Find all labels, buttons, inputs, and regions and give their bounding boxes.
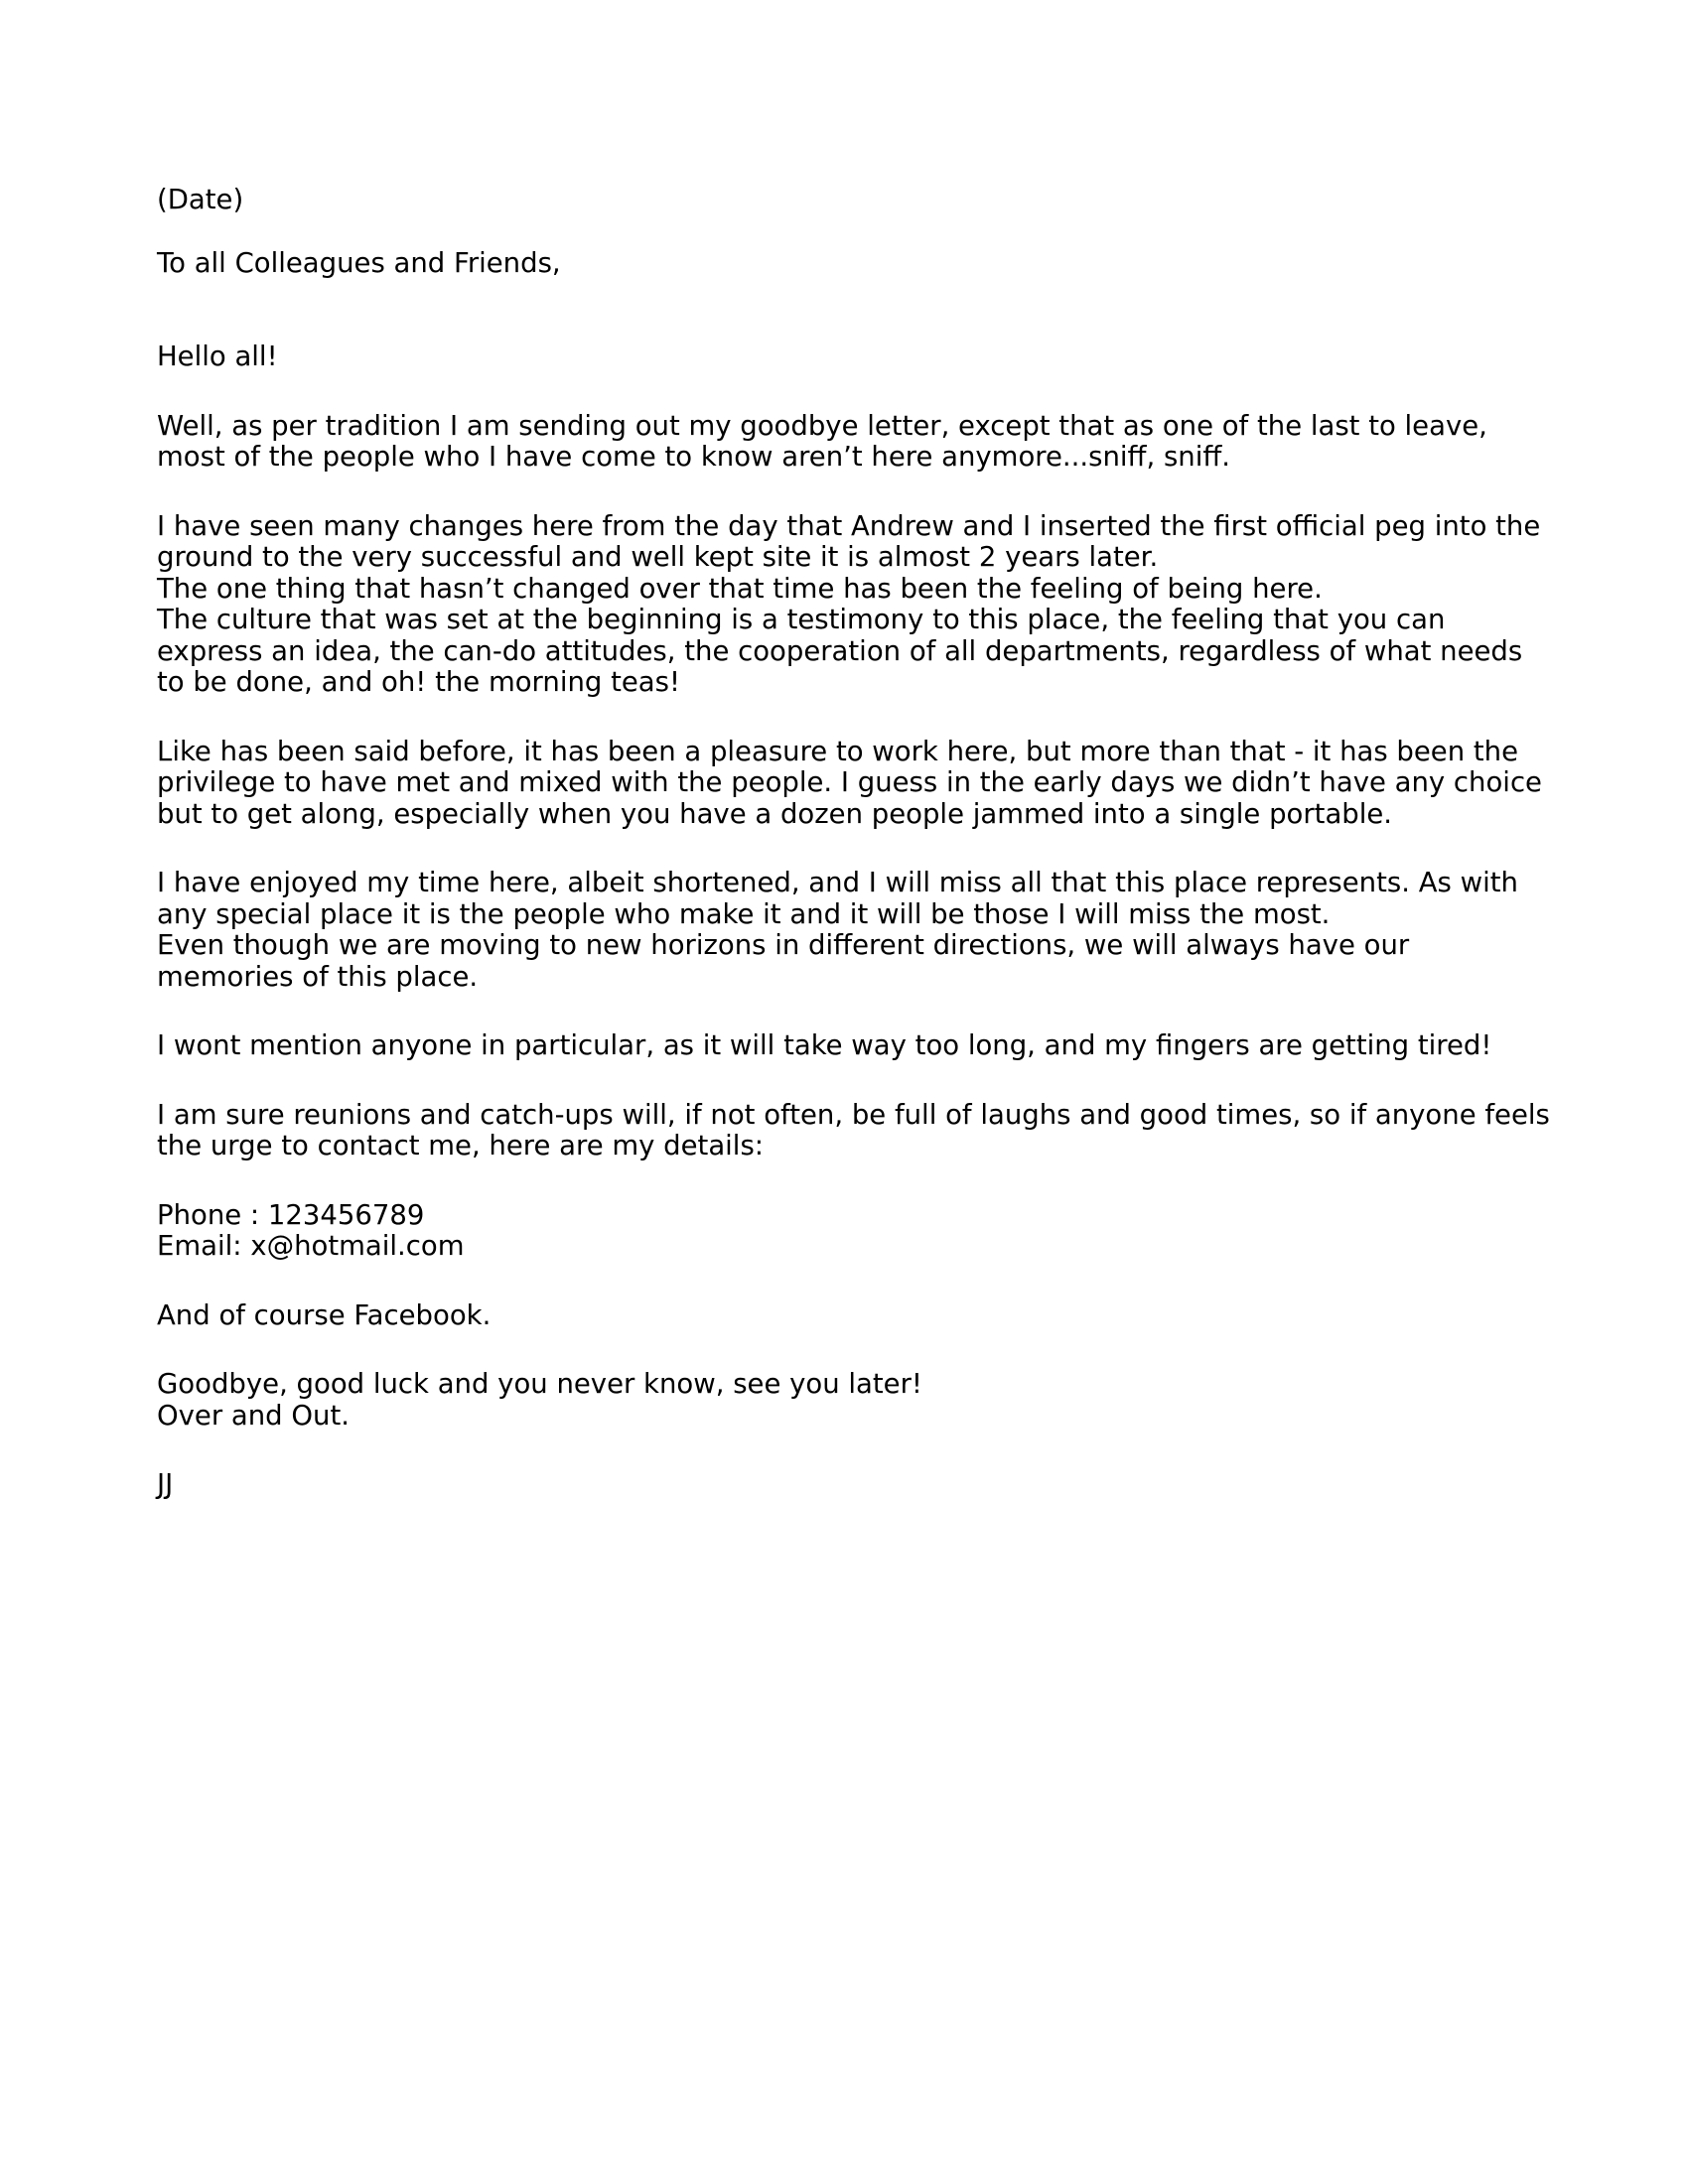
- paragraph-line: ground to the very successful and well kept site it is almost 2 years later.: [157, 541, 1159, 573]
- letter-closing: [157, 1369, 1547, 1432]
- paragraph-line: express an idea, the can-do attitudes, the cooperation of all departments, regardless of what needs: [157, 634, 1523, 667]
- paragraph-line: the urge to contact me, here are my details:: [157, 1130, 765, 1161]
- contact-phone: Phone : 123456789: [157, 1198, 425, 1231]
- paragraph-changes: [157, 511, 1547, 699]
- paragraph-line: Like has been said before, it has been a pleasure to work here, but more than that - it has been the: [157, 735, 1519, 767]
- paragraph-line: any special place it is the people who make it and it will be those I will miss the most.: [157, 897, 1331, 930]
- letter-signature: JJ: [157, 1468, 174, 1500]
- paragraph-reunions: [157, 1098, 1550, 1162]
- paragraph-mention: [157, 1030, 1547, 1062]
- paragraph-line: The culture that was set at the beginning is a testimony to this place, the feeling that you can: [157, 604, 1446, 635]
- paragraph-line: privilege to have met and mixed with the people. I guess in the early days we didn’t have any choice: [157, 766, 1542, 798]
- closing-line: Goodbye, good luck and you never know, see you later!: [157, 1368, 922, 1400]
- paragraph-pleasure: [157, 737, 1547, 831]
- paragraph-line: I have seen many changes here from the day that Andrew and I inserted the first official peg into the: [157, 509, 1541, 542]
- letter-greeting: Hello all!: [157, 341, 278, 372]
- paragraph-line: The one thing that hasn’t changed over that time has been the feeling of being here.: [157, 572, 1323, 605]
- paragraph-line: I have enjoyed my time here, albeit shortened, and I will miss all that this place represents. As with: [157, 867, 1518, 898]
- contact-email: Email: x@hotmail.com: [157, 1230, 465, 1262]
- letter-body: [157, 184, 1550, 1501]
- paragraph-facebook: And of course Facebook.: [157, 1298, 492, 1331]
- paragraph-line: most of the people who I have come to know aren’t here anymore...sniff, sniff.: [157, 441, 1231, 473]
- closing-line: Over and Out.: [157, 1399, 350, 1432]
- letter-date: (Date): [157, 184, 244, 215]
- paragraph-line: I wont mention anyone in particular, as it will take way too long, and my fingers are getting tired!: [157, 1029, 1492, 1061]
- paragraph-line: memories of this place.: [157, 960, 479, 993]
- paragraph-line: but to get along, especially when you have a dozen people jammed into a single portable.: [157, 797, 1393, 830]
- paragraph-line: to be done, and oh! the morning teas!: [157, 666, 680, 698]
- paragraph-line: Even though we are moving to new horizons in different directions, we will always have our: [157, 929, 1410, 961]
- letter-salutation: To all Colleagues and Friends,: [157, 246, 561, 279]
- contact-details: [157, 1200, 1547, 1263]
- paragraph-tradition: [157, 411, 1547, 474]
- paragraph-line: I am sure reunions and catch-ups will, if not often, be full of laughs and good times, so if anyone feels: [157, 1098, 1550, 1131]
- paragraph-enjoyed: [157, 868, 1547, 993]
- paragraph-line: Well, as per tradition I am sending out my goodbye letter, except that as one of the last to leave,: [157, 409, 1487, 442]
